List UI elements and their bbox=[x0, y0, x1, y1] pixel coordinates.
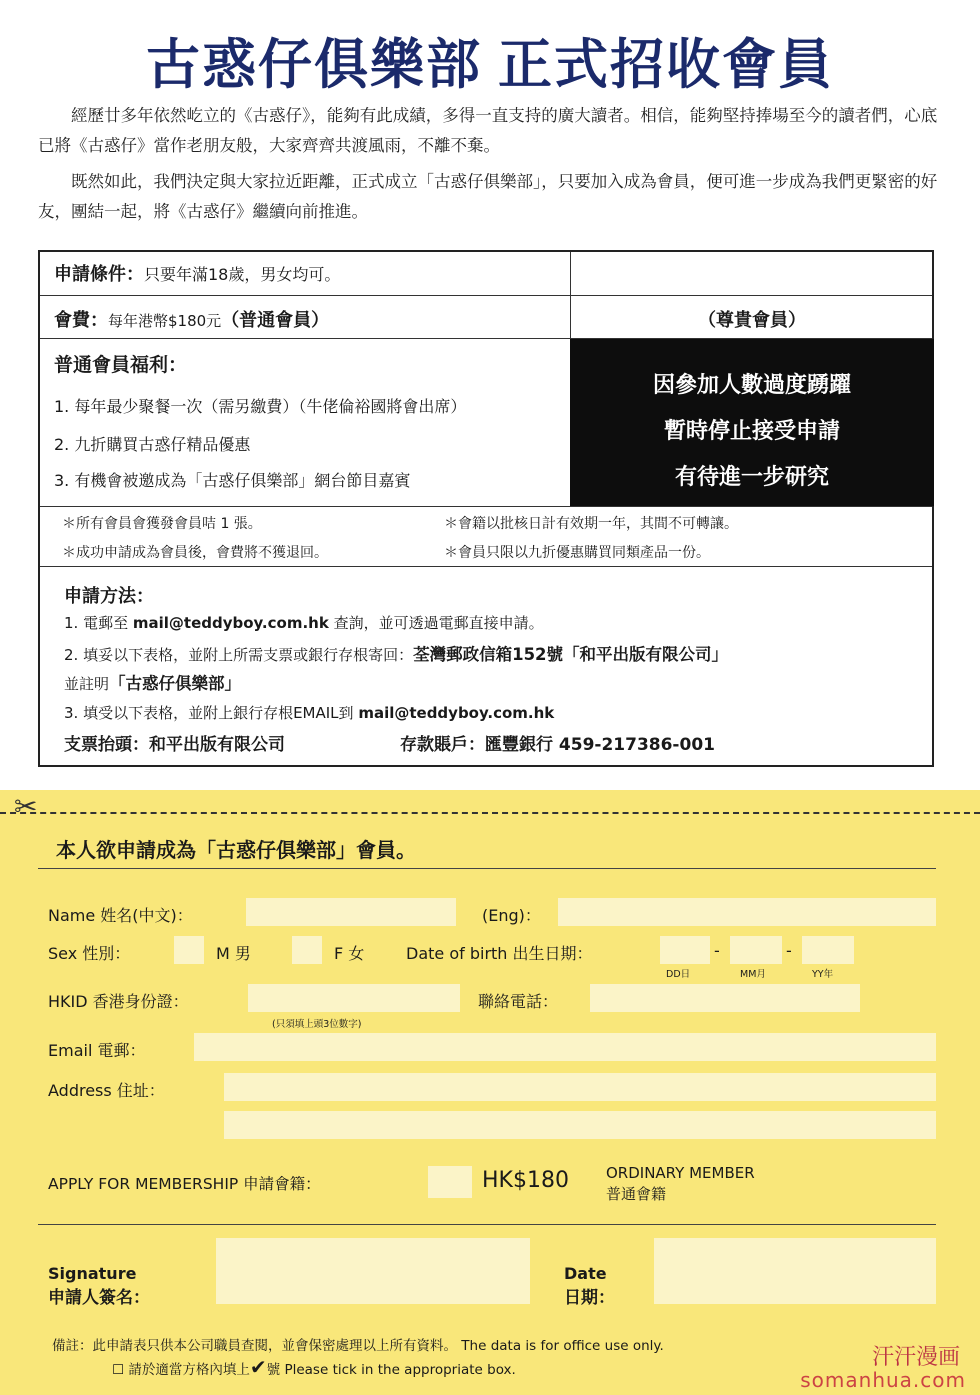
name-label: Name 姓名(中文)： bbox=[48, 906, 193, 925]
apply-membership-label: APPLY FOR MEMBERSHIP 申請會籍： bbox=[48, 1175, 321, 1193]
method-3-text: 3. 填受以下表格，並附上銀行存根EMAIL到 bbox=[64, 704, 359, 722]
notice-line-2: 暫時停止接受申請 bbox=[663, 419, 840, 444]
date-field[interactable] bbox=[654, 1238, 936, 1304]
condition-row bbox=[54, 260, 340, 286]
email-field[interactable] bbox=[194, 1033, 936, 1061]
english-name-field[interactable] bbox=[558, 898, 936, 926]
cut-line bbox=[0, 812, 980, 814]
benefit-item-2: 2. 九折購買古惑仔精品優惠 bbox=[54, 435, 251, 454]
hkid-label: HKID 香港身份證： bbox=[48, 992, 189, 1011]
email-label: Email 電郵： bbox=[48, 1041, 146, 1060]
method-3 bbox=[64, 702, 554, 723]
method-1-text: 1. 電郵至 bbox=[64, 614, 133, 632]
note-1: ＊所有會員會獲發會員咭 1 張。 bbox=[62, 516, 262, 532]
premium-suspended-notice bbox=[570, 339, 934, 506]
note-4: ＊會員只限以九折優惠購買同類產品一份。 bbox=[444, 545, 710, 561]
membership-checkbox[interactable] bbox=[428, 1166, 472, 1198]
cheque-payee: 支票抬頭：和平出版有限公司 bbox=[64, 735, 285, 755]
dob-day-field[interactable] bbox=[660, 936, 710, 964]
day-caption: DD日 bbox=[666, 969, 691, 980]
english-name-label: (Eng)： bbox=[482, 906, 541, 925]
condition-label: 申請條件： bbox=[54, 264, 144, 285]
tick-instruction bbox=[112, 1355, 516, 1379]
signature-field[interactable] bbox=[216, 1238, 530, 1304]
address-line-1-field[interactable] bbox=[224, 1073, 936, 1101]
fee-text: 每年港幣$180元 bbox=[108, 312, 222, 330]
remark-text: 並註明 bbox=[64, 675, 110, 693]
benefit-item-3: 3. 有機會被邀成為「古惑仔俱樂部」網台節目嘉賓 bbox=[54, 471, 411, 490]
title-recruit: 正式招收會員 bbox=[498, 33, 834, 96]
tick-instruction-zh: ☐ 請於適當方格內填上 bbox=[112, 1362, 250, 1378]
checkmark-icon: ✔ bbox=[249, 1355, 267, 1379]
notice-line-1: 因參加人數過度踴躍 bbox=[652, 373, 851, 398]
month-caption: MM月 bbox=[740, 969, 766, 980]
membership-price: HK$180 bbox=[482, 1168, 569, 1193]
benefit-item-1: 1. 每年最少聚餐一次（需另繳費）（牛佬倫裕國將會出席） bbox=[54, 397, 467, 416]
method-2 bbox=[64, 641, 728, 665]
condition-text: 只要年滿18歲，男女均可。 bbox=[144, 265, 341, 284]
divider bbox=[38, 1224, 936, 1225]
watermark-cn: 汗汗漫画 bbox=[871, 1345, 960, 1370]
dob-dash: - bbox=[786, 941, 792, 960]
tick-instruction-en: 號 Please tick in the appropriate box. bbox=[266, 1362, 516, 1378]
form-title: 本人欲申請成為「古惑仔俱樂部」會員。 bbox=[56, 838, 416, 862]
email-link[interactable]: mail@teddyboy.com.hk bbox=[132, 614, 329, 632]
hkid-hint: (只須填上頭3位數字) bbox=[272, 1019, 362, 1030]
scissors-icon: ✂ bbox=[14, 790, 38, 823]
premium-member-text: （尊貴會員） bbox=[698, 310, 806, 331]
address-label: Address 住址： bbox=[48, 1081, 165, 1100]
method-1-tail: 查詢，並可透過電郵直接申請。 bbox=[328, 614, 544, 632]
method-title: 申請方法： bbox=[64, 586, 154, 607]
intro-paragraph-2: 既然如此，我們決定與大家拉近距離，正式成立「古惑仔俱樂部」，只要加入成為會員，便可進一步成為我們更緊密的好友，團結一起，將《古惑仔》繼續向前推進。 bbox=[38, 172, 938, 221]
dob-dash: - bbox=[714, 941, 720, 960]
phone-label: 聯絡電話： bbox=[478, 992, 559, 1011]
page-title bbox=[0, 22, 980, 99]
chinese-name-field[interactable] bbox=[246, 898, 456, 926]
divider bbox=[40, 566, 932, 567]
divider bbox=[40, 506, 932, 507]
intro-text bbox=[38, 101, 938, 233]
ordinary-member-label: （普通會員） bbox=[221, 310, 330, 331]
bank-account: 存款賬戶：匯豐銀行 459-217386-001 bbox=[400, 735, 715, 755]
privacy-note: 備註：此申請表只供本公司職員查閱，並會保密處理以上所有資料。 The data is for office use only. bbox=[52, 1338, 664, 1354]
method-2-remark bbox=[64, 670, 241, 694]
note-2: ＊會籍以批核日計有效期一年，其間不可轉讓。 bbox=[444, 516, 738, 532]
female-label: F 女 bbox=[334, 944, 365, 963]
fee-row bbox=[54, 306, 329, 332]
notice-line-3: 有待進一步研究 bbox=[674, 465, 829, 490]
address-line-2-field[interactable] bbox=[224, 1111, 936, 1139]
divider bbox=[40, 295, 932, 296]
divider bbox=[38, 868, 936, 869]
benefits-title: 普通會員福利： bbox=[54, 354, 188, 376]
premium-member-label bbox=[570, 306, 934, 332]
title-club: 古惑仔俱樂部 bbox=[146, 33, 482, 96]
ordinary-member-en: ORDINARY MEMBER bbox=[606, 1164, 755, 1182]
watermark-url: somanhua.com bbox=[800, 1368, 966, 1392]
dob-label: Date of birth 出生日期： bbox=[406, 944, 593, 963]
email-link[interactable]: mail@teddyboy.com.hk bbox=[358, 704, 555, 722]
dob-year-field[interactable] bbox=[802, 936, 854, 964]
dob-month-field[interactable] bbox=[730, 936, 782, 964]
year-caption: YY年 bbox=[812, 969, 834, 980]
terms-box bbox=[38, 250, 934, 767]
remark-club: 「古惑仔俱樂部」 bbox=[109, 674, 242, 693]
intro-paragraph-1: 經歷廿多年依然屹立的《古惑仔》，能夠有此成績，多得一直支持的廣大讀者。相信，能夠堅持捧場至今的讀者們，心底已將《古惑仔》當作老朋友般，大家齊齊共渡風雨，不離不棄。 bbox=[38, 106, 938, 155]
phone-field[interactable] bbox=[590, 984, 860, 1012]
male-label: M 男 bbox=[216, 944, 251, 963]
hkid-field[interactable] bbox=[248, 984, 460, 1012]
postal-address: 荃灣郵政信箱152號「和平出版有限公司」 bbox=[413, 645, 729, 664]
note-3: ＊成功申請成為會員後，會費將不獲退回。 bbox=[62, 545, 328, 561]
method-1 bbox=[64, 612, 544, 633]
method-2-text: 2. 填妥以下表格，並附上所需支票或銀行存根寄回： bbox=[64, 646, 414, 664]
date-label-zh: 日期： bbox=[564, 1288, 615, 1308]
sex-label: Sex 性別： bbox=[48, 944, 131, 963]
fee-label: 會費： bbox=[54, 310, 108, 331]
ordinary-member-zh: 普通會籍 bbox=[606, 1185, 667, 1203]
signature-label-zh: 申請人簽名： bbox=[48, 1288, 150, 1308]
female-checkbox[interactable] bbox=[292, 936, 322, 964]
date-label-en: Date bbox=[564, 1264, 607, 1283]
application-form bbox=[0, 790, 980, 1395]
signature-label-en: Signature bbox=[48, 1264, 137, 1283]
male-checkbox[interactable] bbox=[174, 936, 204, 964]
